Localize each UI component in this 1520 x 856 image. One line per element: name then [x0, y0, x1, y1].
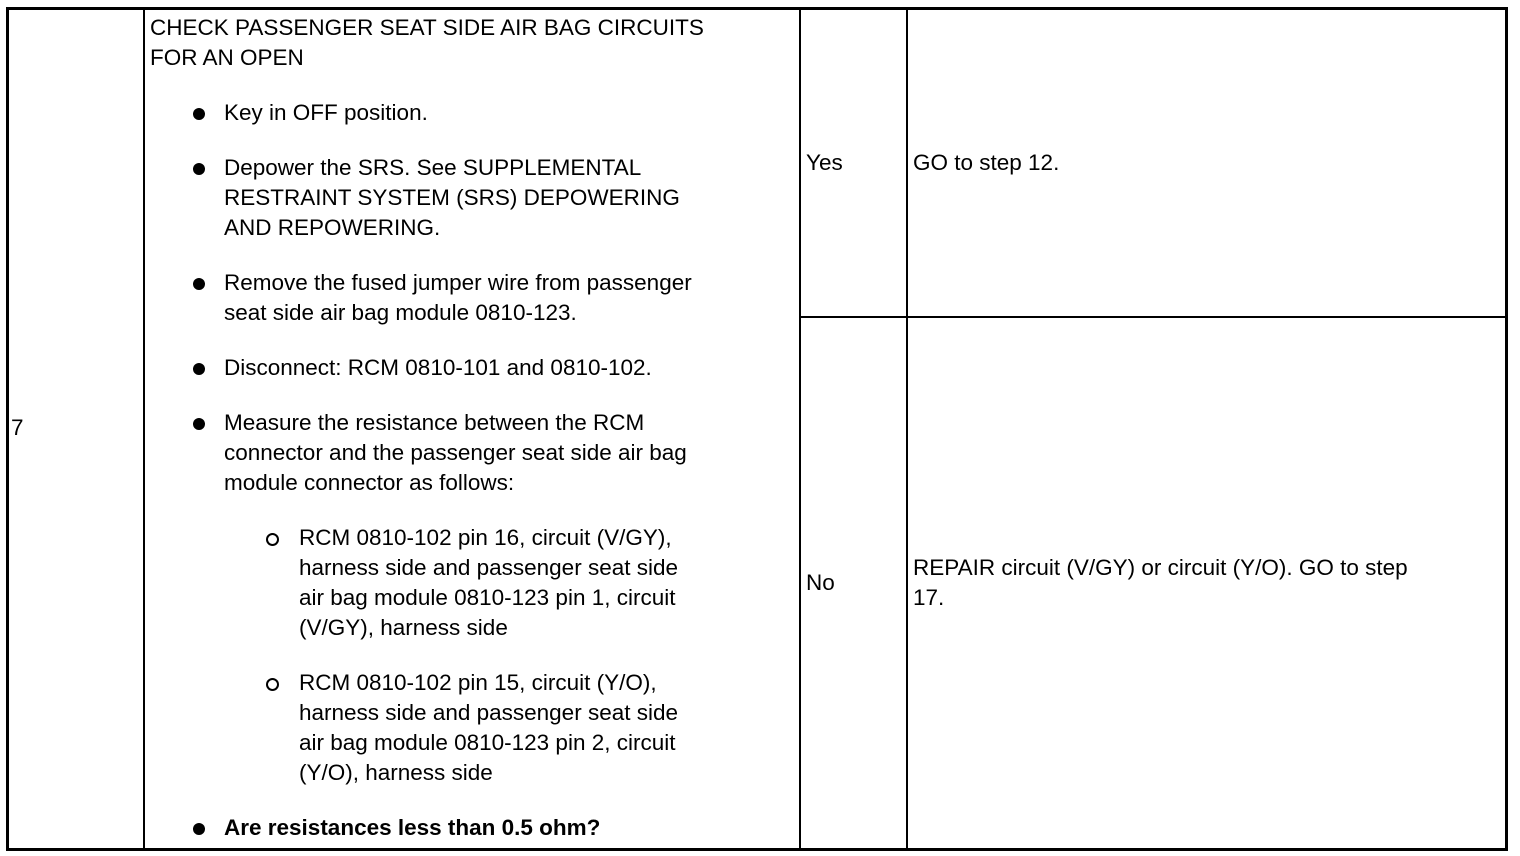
circle-bullet-icon [266, 533, 279, 546]
result-no-action-line-2: 17. [913, 585, 945, 610]
row-divider-yes-no [799, 316, 1505, 318]
action-2-line-1: Depower the SRS. See SUPPLEMENTAL [224, 155, 642, 180]
bullet-icon [193, 163, 205, 175]
column-divider-step [143, 10, 145, 848]
action-2-line-3: AND REPOWERING. [224, 215, 441, 240]
column-divider-action [799, 10, 801, 848]
column-divider-result [906, 10, 908, 848]
action-4-line-1: Disconnect: RCM 0810-101 and 0810-102. [224, 355, 652, 380]
result-no-action-line-1: REPAIR circuit (V/GY) or circuit (Y/O). GO to step [913, 555, 1408, 580]
sub-action-1-line-4: (V/GY), harness side [299, 615, 508, 640]
result-yes-action-line-1: GO to step 12. [913, 150, 1060, 175]
step-title-line-1: CHECK PASSENGER SEAT SIDE AIR BAG CIRCUITS [150, 15, 704, 40]
result-no-answer: No [806, 570, 835, 595]
action-5-line-2: connector and the passenger seat side air bag [224, 440, 687, 465]
bullet-icon [193, 823, 205, 835]
sub-action-1-line-3: air bag module 0810-123 pin 1, circuit [299, 585, 676, 610]
sub-action-1-line-1: RCM 0810-102 pin 16, circuit (V/GY), [299, 525, 672, 550]
circle-bullet-icon [266, 678, 279, 691]
action-5-line-1: Measure the resistance between the RCM [224, 410, 645, 435]
question-text: Are resistances less than 0.5 ohm? [224, 815, 601, 840]
sub-action-1-line-2: harness side and passenger seat side [299, 555, 678, 580]
action-2-line-2: RESTRAINT SYSTEM (SRS) DEPOWERING [224, 185, 680, 210]
bullet-icon [193, 363, 205, 375]
action-5-line-3: module connector as follows: [224, 470, 515, 495]
action-1-line-1: Key in OFF position. [224, 100, 428, 125]
bullet-icon [193, 278, 205, 290]
result-yes-answer: Yes [806, 150, 843, 175]
sub-action-2-line-1: RCM 0810-102 pin 15, circuit (Y/O), [299, 670, 657, 695]
sub-action-2-line-4: (Y/O), harness side [299, 760, 493, 785]
sub-action-2-line-2: harness side and passenger seat side [299, 700, 678, 725]
action-3-line-2: seat side air bag module 0810-123. [224, 300, 577, 325]
step-number: 7 [11, 415, 24, 440]
step-title-line-2: FOR AN OPEN [150, 45, 304, 70]
bullet-icon [193, 108, 205, 120]
bullet-icon [193, 418, 205, 430]
sub-action-2-line-3: air bag module 0810-123 pin 2, circuit [299, 730, 676, 755]
action-3-line-1: Remove the fused jumper wire from passenger [224, 270, 692, 295]
